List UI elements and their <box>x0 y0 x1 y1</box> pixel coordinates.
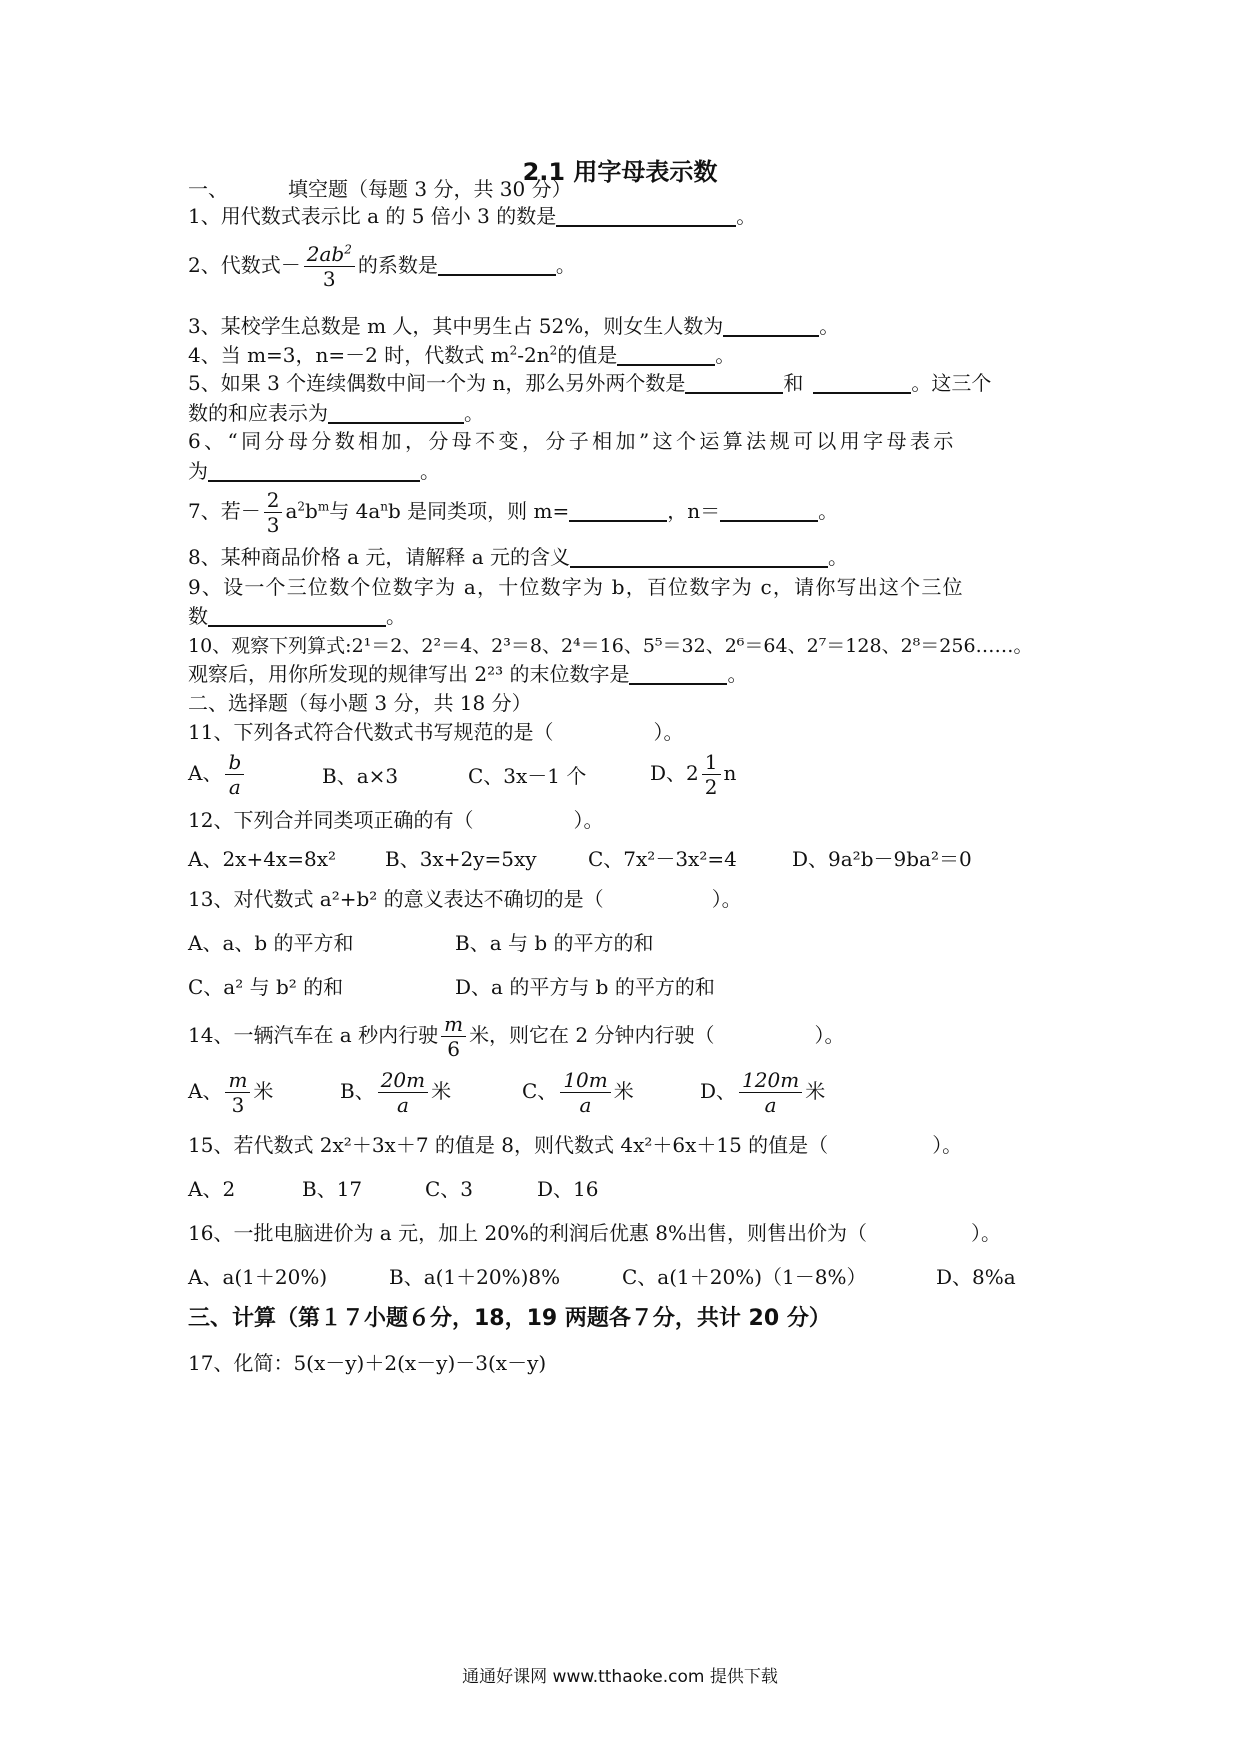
answer-blank-2[interactable] <box>438 254 556 276</box>
option-16-c[interactable]: C、a(1＋20%)（1－8%） <box>622 1265 867 1289</box>
exponent: 2 <box>549 343 558 358</box>
question-7-text-n: ，n＝ <box>667 499 721 523</box>
numerator: 10m <box>560 1068 610 1093</box>
variable-n: n <box>723 761 737 785</box>
option-13-a[interactable]: A、a、b 的平方和 <box>188 931 354 955</box>
period: 。 <box>386 604 406 628</box>
period: 。 <box>715 343 736 367</box>
question-3-text: 3、某校学生总数是 m 人，其中男生占 52%，则女生人数为 <box>188 314 724 338</box>
period: 。 <box>828 545 849 569</box>
fraction-20m-over-a <box>378 1068 428 1117</box>
section-3-heading: 三、计算（第１７小题６分，18，19 两题各７分，共计 20 分） <box>188 1306 831 1331</box>
question-5-continued <box>188 400 484 426</box>
denominator: a <box>764 1093 777 1117</box>
option-14-b[interactable] <box>340 1068 451 1117</box>
question-9-text: 9、设一个三位数个位数字为 a，十位数字为 b，百位数字为 c，请你写出这个三位 <box>188 575 964 599</box>
variable-a: a <box>285 499 298 523</box>
question-5-and: 和 <box>783 371 804 395</box>
answer-blank-9[interactable] <box>208 605 386 627</box>
section-1-heading <box>188 176 572 202</box>
unit-meter: 米 <box>805 1079 826 1103</box>
exponent-m: m <box>317 499 330 514</box>
question-5 <box>188 370 991 396</box>
question-7-text-m: b 是同类项，则 m= <box>388 499 570 523</box>
option-16-b[interactable]: B、a(1＋20%)8% <box>389 1265 561 1289</box>
question-11-text: 11、下列各式符合代数式书写规范的是（ <box>188 720 554 744</box>
option-label: D、2 <box>650 761 699 785</box>
option-15-b[interactable]: B、17 <box>302 1177 363 1201</box>
question-14-text: 14、一辆汽车在 a 秒内行驶 <box>188 1023 439 1047</box>
question-8-text: 8、某种商品价格 a 元，请解释 a 元的含义 <box>188 545 571 569</box>
question-11-close: ）。 <box>653 720 684 744</box>
option-14-d[interactable] <box>700 1068 825 1117</box>
answer-blank-1[interactable] <box>556 205 736 227</box>
option-label: D、 <box>700 1079 737 1103</box>
question-5-text-2: 数的和应表示为 <box>188 401 328 425</box>
section-1-text: 填空题（每题 3 分，共 30 分） <box>288 177 572 201</box>
question-16 <box>188 1220 1001 1246</box>
period: 。 <box>727 662 748 686</box>
option-13-d[interactable]: D、a 的平方与 b 的平方的和 <box>455 975 715 999</box>
question-9 <box>188 574 964 600</box>
question-15-close: ）。 <box>932 1133 963 1157</box>
numerator: m <box>441 1012 466 1037</box>
variable-b: b <box>305 499 318 523</box>
option-11-c[interactable]: C、3x－1 个 <box>468 764 587 788</box>
denominator: a <box>396 1093 409 1117</box>
fraction-b-over-a <box>225 750 244 799</box>
unit-meter: 米 <box>253 1079 274 1103</box>
question-6 <box>188 428 957 454</box>
answer-blank-5c[interactable] <box>328 402 464 424</box>
period: 。 <box>420 459 440 483</box>
option-label: A、 <box>188 761 223 785</box>
denominator: 6 <box>447 1037 460 1061</box>
fraction-2-over-3 <box>264 488 283 537</box>
option-13-b[interactable]: B、a 与 b 的平方的和 <box>455 931 654 955</box>
answer-blank-10[interactable] <box>629 663 727 685</box>
question-1-text: 1、用代数式表示比 a 的 5 倍小 3 的数是 <box>188 204 557 228</box>
question-16-close: ）。 <box>970 1221 1001 1245</box>
unit-meter: 米 <box>431 1079 452 1103</box>
question-14 <box>188 1012 845 1061</box>
option-13-c[interactable]: C、a² 与 b² 的和 <box>188 975 344 999</box>
option-15-a[interactable]: A、2 <box>188 1177 236 1201</box>
page-title: 2.1 用字母表示数 <box>522 158 718 186</box>
question-10 <box>188 633 1033 659</box>
fraction-m-over-6 <box>441 1012 466 1061</box>
denominator: a <box>228 775 241 799</box>
numerator: 2 <box>264 488 283 513</box>
question-4-text-end: 的值是 <box>557 343 618 367</box>
denominator: 3 <box>266 513 280 537</box>
answer-blank-4[interactable] <box>617 344 715 366</box>
question-13 <box>188 886 742 912</box>
option-11-b[interactable]: B、a×3 <box>322 764 399 788</box>
question-15-text: 15、若代数式 2x²＋3x＋7 的值是 8，则代数式 4x²＋6x＋15 的值是（ <box>188 1133 829 1157</box>
option-12-a[interactable]: A、2x+4x=8x² <box>188 847 336 871</box>
option-14-a[interactable] <box>188 1068 273 1117</box>
option-16-a[interactable]: A、a(1＋20%) <box>188 1265 328 1289</box>
question-7 <box>188 488 838 537</box>
question-12-text: 12、下列合并同类项正确的有（ <box>188 808 474 832</box>
period: 。 <box>819 314 840 338</box>
answer-blank-6[interactable] <box>208 460 420 482</box>
question-4-text: 4、当 m=3，n=－2 时，代数式 m <box>188 343 510 367</box>
fraction-10m-over-a <box>560 1068 610 1117</box>
question-2-text-end: 的系数是 <box>357 253 438 277</box>
question-5-text-end: 。这三个 <box>911 371 992 395</box>
denominator: a <box>579 1093 592 1117</box>
question-3 <box>188 313 839 339</box>
question-14-text-end: 米，则它在 2 分钟内行驶（ <box>469 1023 715 1047</box>
question-10-continued <box>188 661 747 687</box>
option-15-c[interactable]: C、3 <box>425 1177 474 1201</box>
option-15-d[interactable]: D、16 <box>537 1177 599 1201</box>
question-16-text: 16、一批电脑进价为 a 元，加上 20%的利润后优惠 8%出售，则售出价为（ <box>188 1221 867 1245</box>
option-14-c[interactable] <box>522 1068 634 1117</box>
period: 。 <box>464 401 484 425</box>
exponent: 2 <box>509 343 518 358</box>
question-12 <box>188 807 603 833</box>
option-16-d[interactable]: D、8%a <box>936 1265 1016 1289</box>
numerator: b <box>225 750 244 775</box>
option-label: B、 <box>340 1079 375 1103</box>
question-14-close: ）。 <box>814 1023 845 1047</box>
question-4 <box>188 342 735 368</box>
question-15 <box>188 1132 962 1158</box>
question-13-text: 13、对代数式 a²+b² 的意义表达不确切的是（ <box>188 887 604 911</box>
numerator: 20m <box>378 1068 428 1093</box>
option-label: C、 <box>522 1079 558 1103</box>
denominator: 3 <box>231 1093 245 1117</box>
fraction-120m-over-a <box>739 1068 802 1117</box>
question-9-continued <box>188 603 406 629</box>
fraction-2ab2-over-3 <box>304 242 355 291</box>
option-12-c[interactable]: C、7x²－3x²=4 <box>588 847 737 871</box>
period: 。 <box>736 204 757 228</box>
section-1-number: 一、 <box>188 177 228 201</box>
answer-blank-7m[interactable] <box>569 500 667 522</box>
unit-meter: 米 <box>613 1079 634 1103</box>
answer-blank-5b[interactable] <box>813 372 911 394</box>
question-6-text-2: 为 <box>188 459 208 483</box>
exponent: 2 <box>344 242 352 257</box>
fraction-m-over-3 <box>225 1068 250 1117</box>
numerator: 2ab <box>306 242 345 266</box>
option-12-b[interactable]: B、3x+2y=5xy <box>385 847 537 871</box>
option-label: A、 <box>188 1079 223 1103</box>
denominator: 2 <box>704 775 718 799</box>
option-12-d[interactable]: D、9a²b－9ba²＝0 <box>792 847 972 871</box>
question-17: 17、化简：5(x－y)＋2(x－y)－3(x－y) <box>188 1351 547 1375</box>
question-6-continued <box>188 458 440 484</box>
option-11-a[interactable] <box>188 750 247 799</box>
denominator: 3 <box>322 267 336 291</box>
question-2-text: 2、代数式－ <box>188 253 301 277</box>
question-10-text-2: 观察后，用你所发现的规律写出 2²³ 的末位数字是 <box>188 662 630 686</box>
numerator: 120m <box>739 1068 802 1093</box>
answer-blank-8[interactable] <box>570 546 828 568</box>
numerator: m <box>225 1068 250 1093</box>
question-2 <box>188 242 576 291</box>
answer-blank-7n[interactable] <box>720 500 818 522</box>
question-1 <box>188 203 756 229</box>
question-13-close: ）。 <box>711 887 742 911</box>
question-6-text: 6、“同分母分数相加，分母不变，分子相加”这个运算法规可以用字母表示 <box>188 429 957 453</box>
question-12-close: ）。 <box>573 808 604 832</box>
question-8 <box>188 544 848 570</box>
section-2-heading: 二、选择题（每小题 3 分，共 18 分） <box>188 691 532 715</box>
answer-blank-3[interactable] <box>723 315 819 337</box>
exponent-n: n <box>380 499 388 514</box>
period: 。 <box>555 253 576 277</box>
question-9-text-2: 数 <box>188 604 208 628</box>
page-footer: 通通好课网 www.tthaoke.com 提供下载 <box>462 1667 778 1687</box>
question-7-text-mid: 与 4a <box>329 499 381 523</box>
question-5-text: 5、如果 3 个连续偶数中间一个为 n，那么另外两个数是 <box>188 371 686 395</box>
question-7-text: 7、若－ <box>188 499 261 523</box>
option-11-d[interactable] <box>650 750 736 799</box>
numerator: 1 <box>702 750 721 775</box>
fraction-1-over-2 <box>702 750 721 799</box>
question-11 <box>188 719 683 745</box>
answer-blank-5a[interactable] <box>685 372 783 394</box>
exponent: 2 <box>297 499 306 514</box>
question-4-text-mid: -2n <box>517 343 550 367</box>
period: 。 <box>818 499 839 523</box>
question-10-text: 10、观察下列算式:2¹＝2、2²＝4、2³＝8、2⁴＝16、5⁵＝32、2⁶＝64、2⁷＝128、2⁸＝256……。 <box>188 635 1033 657</box>
